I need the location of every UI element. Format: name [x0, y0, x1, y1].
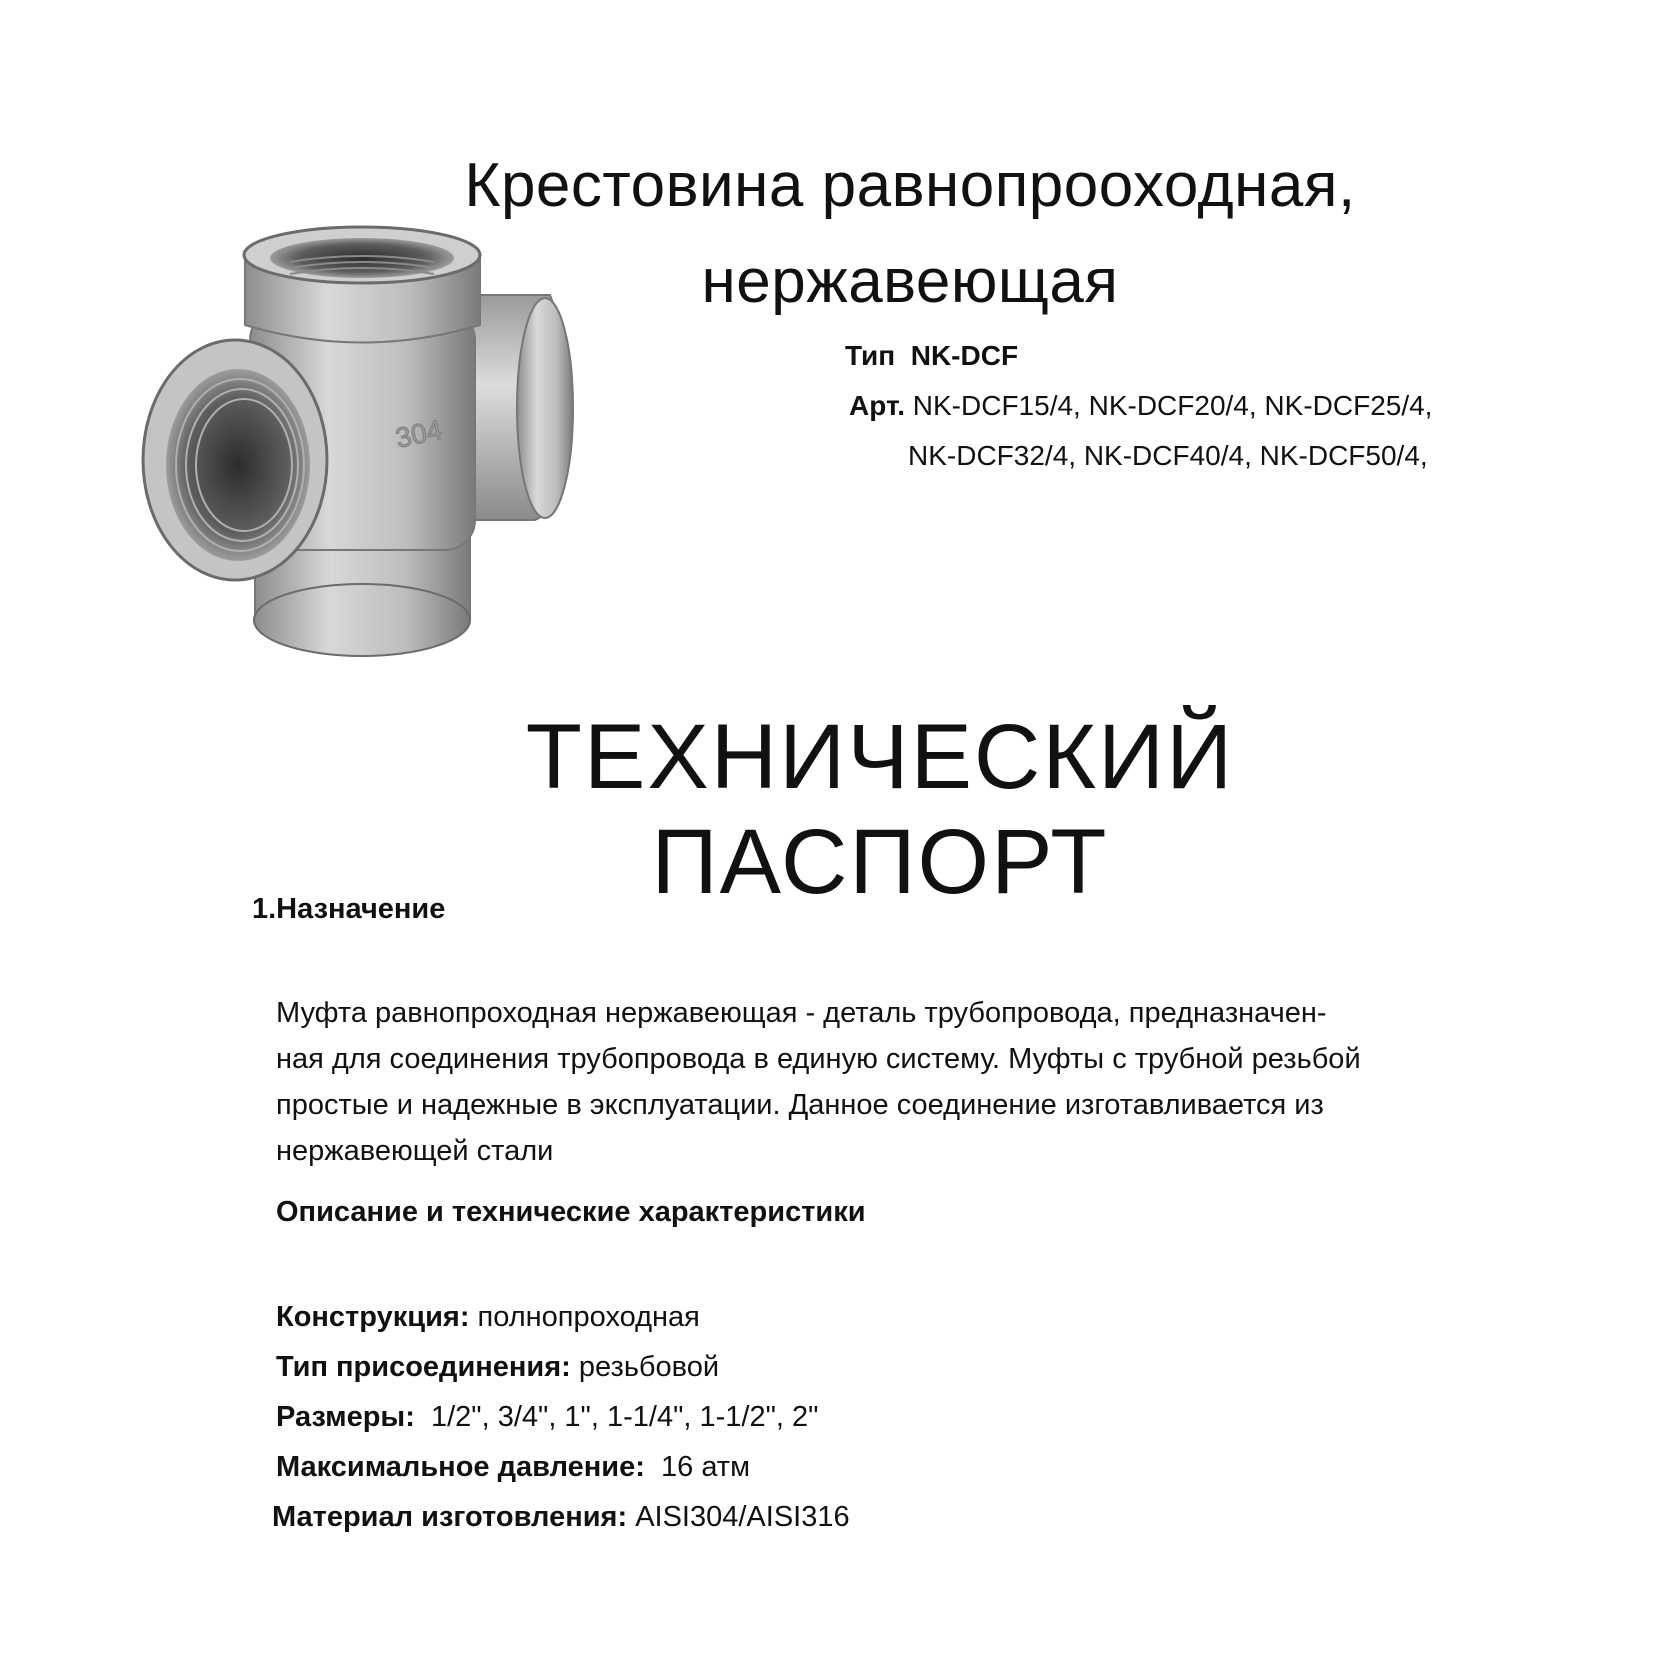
paragraph-line: нержавеющей стали — [276, 1135, 554, 1167]
specs-heading: Описание и технические характеристики — [276, 1196, 866, 1228]
paragraph-line: ная для соединения трубопровода в единую систему. Муфты с трубной резьбой — [276, 1043, 1361, 1075]
title-line-1: Крестовина равнопрооходная, — [464, 151, 1356, 220]
spec-material — [272, 1492, 850, 1542]
spec-label: Материал изготовления: — [272, 1501, 628, 1533]
art-label: Арт. — [849, 390, 905, 421]
spec-label: Конструкция: — [276, 1301, 470, 1333]
art-values-2: NK-DCF32/4, NK-DCF40/4, NK-DCF50/4, — [908, 440, 1428, 471]
title-line-2: нержавеющая — [701, 247, 1119, 316]
spec-label: Размеры: — [276, 1401, 415, 1433]
paragraph-line: Муфта равнопроходная нержавеющая - деталь трубопровода, предназначен- — [276, 997, 1327, 1029]
paragraph-line: простые и надежные в эксплуатации. Данное соединение изготавливается из — [276, 1089, 1324, 1121]
main-heading: ТЕХНИЧЕСКИЙ ПАСПОРТ — [525, 706, 1235, 913]
spec-label: Тип присоединения: — [276, 1351, 571, 1383]
spec-connection-type — [276, 1342, 850, 1392]
article-line-1 — [849, 390, 1432, 422]
type-label: Тип — [845, 340, 896, 371]
type-line — [845, 340, 1018, 372]
spec-value: резьбовой — [578, 1351, 720, 1383]
spec-value: AISI304/AISI316 — [635, 1501, 850, 1533]
purpose-paragraph — [276, 990, 1476, 1174]
stainless-cross-fitting-image — [140, 220, 620, 680]
art-values-1: NK-DCF15/4, NK-DCF20/4, NK-DCF25/4, — [912, 390, 1433, 421]
spec-value: полнопроходная — [477, 1301, 700, 1333]
spec-sizes — [276, 1392, 850, 1442]
specs-list — [272, 1292, 850, 1542]
type-value: NK-DCF — [910, 340, 1019, 371]
spec-value: 16 атм — [661, 1451, 751, 1483]
spec-value: 1/2", 3/4", 1", 1-1/4", 1-1/2", 2" — [430, 1401, 819, 1433]
spec-construction — [276, 1292, 850, 1342]
spec-max-pressure — [276, 1442, 850, 1492]
spec-label: Максимальное давление: — [276, 1451, 645, 1483]
section-purpose-heading: 1.Назначение — [252, 893, 446, 925]
material-stamp-304: 304 — [392, 413, 445, 454]
